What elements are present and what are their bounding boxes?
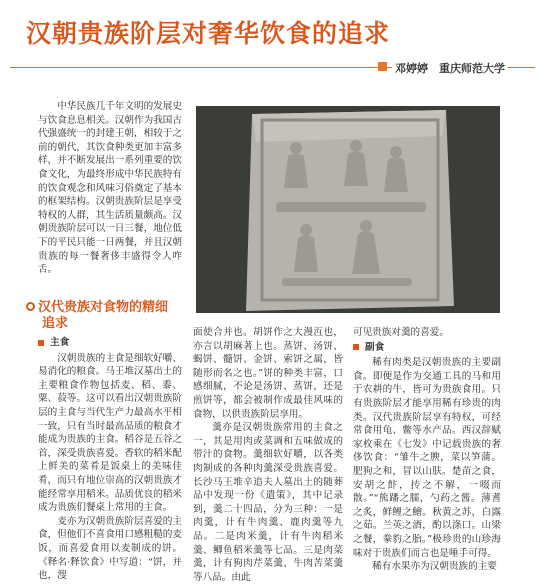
paragraph: 稀有肉类是汉朝贵族的主要副食。即便是作为交通工具的马和用于农耕的牛，皆可为贵族食用。只有贵族阶层才能享用稀有珍贵的肉类。汉代贵族阶层享有特权，可经常食用龟、鳖等水产品。西汉辞赋家枚乘在《七发》中记载贵族的奢侈饮食：“雏牛之腴，菜以笋蒲。肥狗之和，冒以山肤。楚苗之食，安胡之飰，抟之不解，一啜而散。”“熊蹯之臑，勺药之酱。薄耆之炙，鲜鲤之鱠。秋黄之苏，白露之茹。兰英之酒，酌以涤口。山梁之餐，豢豹之胎。”极珍贵的山珍海味对于贵族们而言也是唾手可得。 [353,357,501,559]
paragraph: 面使合并也。胡饼作之大漫沍也，亦言以胡麻著上也。蒸饼、汤饼、蝎饼、髓饼、金饼、索饼之属，皆随形而名之也。”饼的种类丰富，口感细腻，不论是汤饼、蒸饼，还是煎饼等，都会被制作成最佳风味的食物，以供贵族阶层享用。 [193,327,343,420]
section-heading-line1: 汉代贵族对食物的精细 [38,300,169,315]
relief-photo [196,106,500,313]
subhead-side-dish-label: 副食 [365,341,385,353]
column-3 [353,326,501,574]
byline-marker [378,62,387,71]
byline: 邓婷婷 重庆师范大学 [392,60,508,76]
article-title: 汉朝贵族阶层对奢华饮食的追求 [26,19,391,48]
subhead-staple-label: 主食 [50,337,70,348]
paragraph: 汉朝贵族的主食是细软好嚼、易消化的粮食。马王堆汉墓出土的主要粮食作物包括麦、稻、黍、粟、菽等。这可以看出汉朝贵族阶层的主食与当代生产力最高水平相一致，只有当时最高品质的粮食才能成为贵族的主食。稻谷是五谷之首，深受贵族喜爱。香软的稻米配上鲜美的菜肴是饭桌上的美味佳肴，而只有地位崇高的汉朝贵族才能经常享用稻米。品质优良的稻米成为贵族们餐桌上常用的主食。 [38,352,182,514]
square-bullet-icon [38,340,44,346]
subhead-side-dish [353,341,501,355]
column-2 [193,326,343,584]
section-heading-line2: 追求 [42,316,69,331]
intro-column [38,100,182,277]
stone-relief-image [196,106,500,313]
intro-paragraph: 中华民族几千年文明的发展史与饮食息息相关。汉朝作为我国古代强盛统一的封建王朝，相较于之前的朝代，其饮食种类更加丰富多样，并不断发展出一系列重要的饮食文化，为最终形成中华民族特有的饮食观念和风味习俗奠定了基本的框架结构。汉朝贵族阶层是享受特权的人群，其生活质量颇高。汉朝贵族阶层可以一日三餐，地位低下的平民只能一日两餐，并且汉朝贵族的每一餐奢侈丰盛得令人咋舌。 [38,101,182,276]
column-1 [38,336,182,583]
square-bullet-icon [353,344,359,350]
subhead-staple [38,336,182,350]
paragraph: 羹亦是汉朝贵族常用的主食之一，其是用肉或菜调和五味做成的带汁的食物。羹细软好嚼，以各类肉制成的各种肉羹深受贵族喜爱。长沙马王堆辛追夫人墓出土的随葬品中发现一份《遣策》，其中记录到，羹二十四品，分为三种：一是肉羹，计有牛肉羹、鹿肉羹等九品。二是肉米羹，计有牛肉稻米羹、鲫鱼稻米羹等七品。三是肉菜羹，计有狗肉芹菜羹、牛肉苦菜羹等八品。由此 [193,422,343,583]
paragraph: 稀有水果亦为汉朝贵族的主要 [372,561,497,573]
section-heading [26,300,184,332]
circle-bullet-icon [26,302,35,311]
paragraph: 可见贵族对羹的喜爱。 [353,327,449,338]
paragraph: 麦亦为汉朝贵族阶层喜爱的主食，但他们不喜食用口感粗糙的麦饭，而喜爱食用以麦制成的饼。《释名·释饮食》中写道：“饼，并也，溲 [38,515,182,582]
